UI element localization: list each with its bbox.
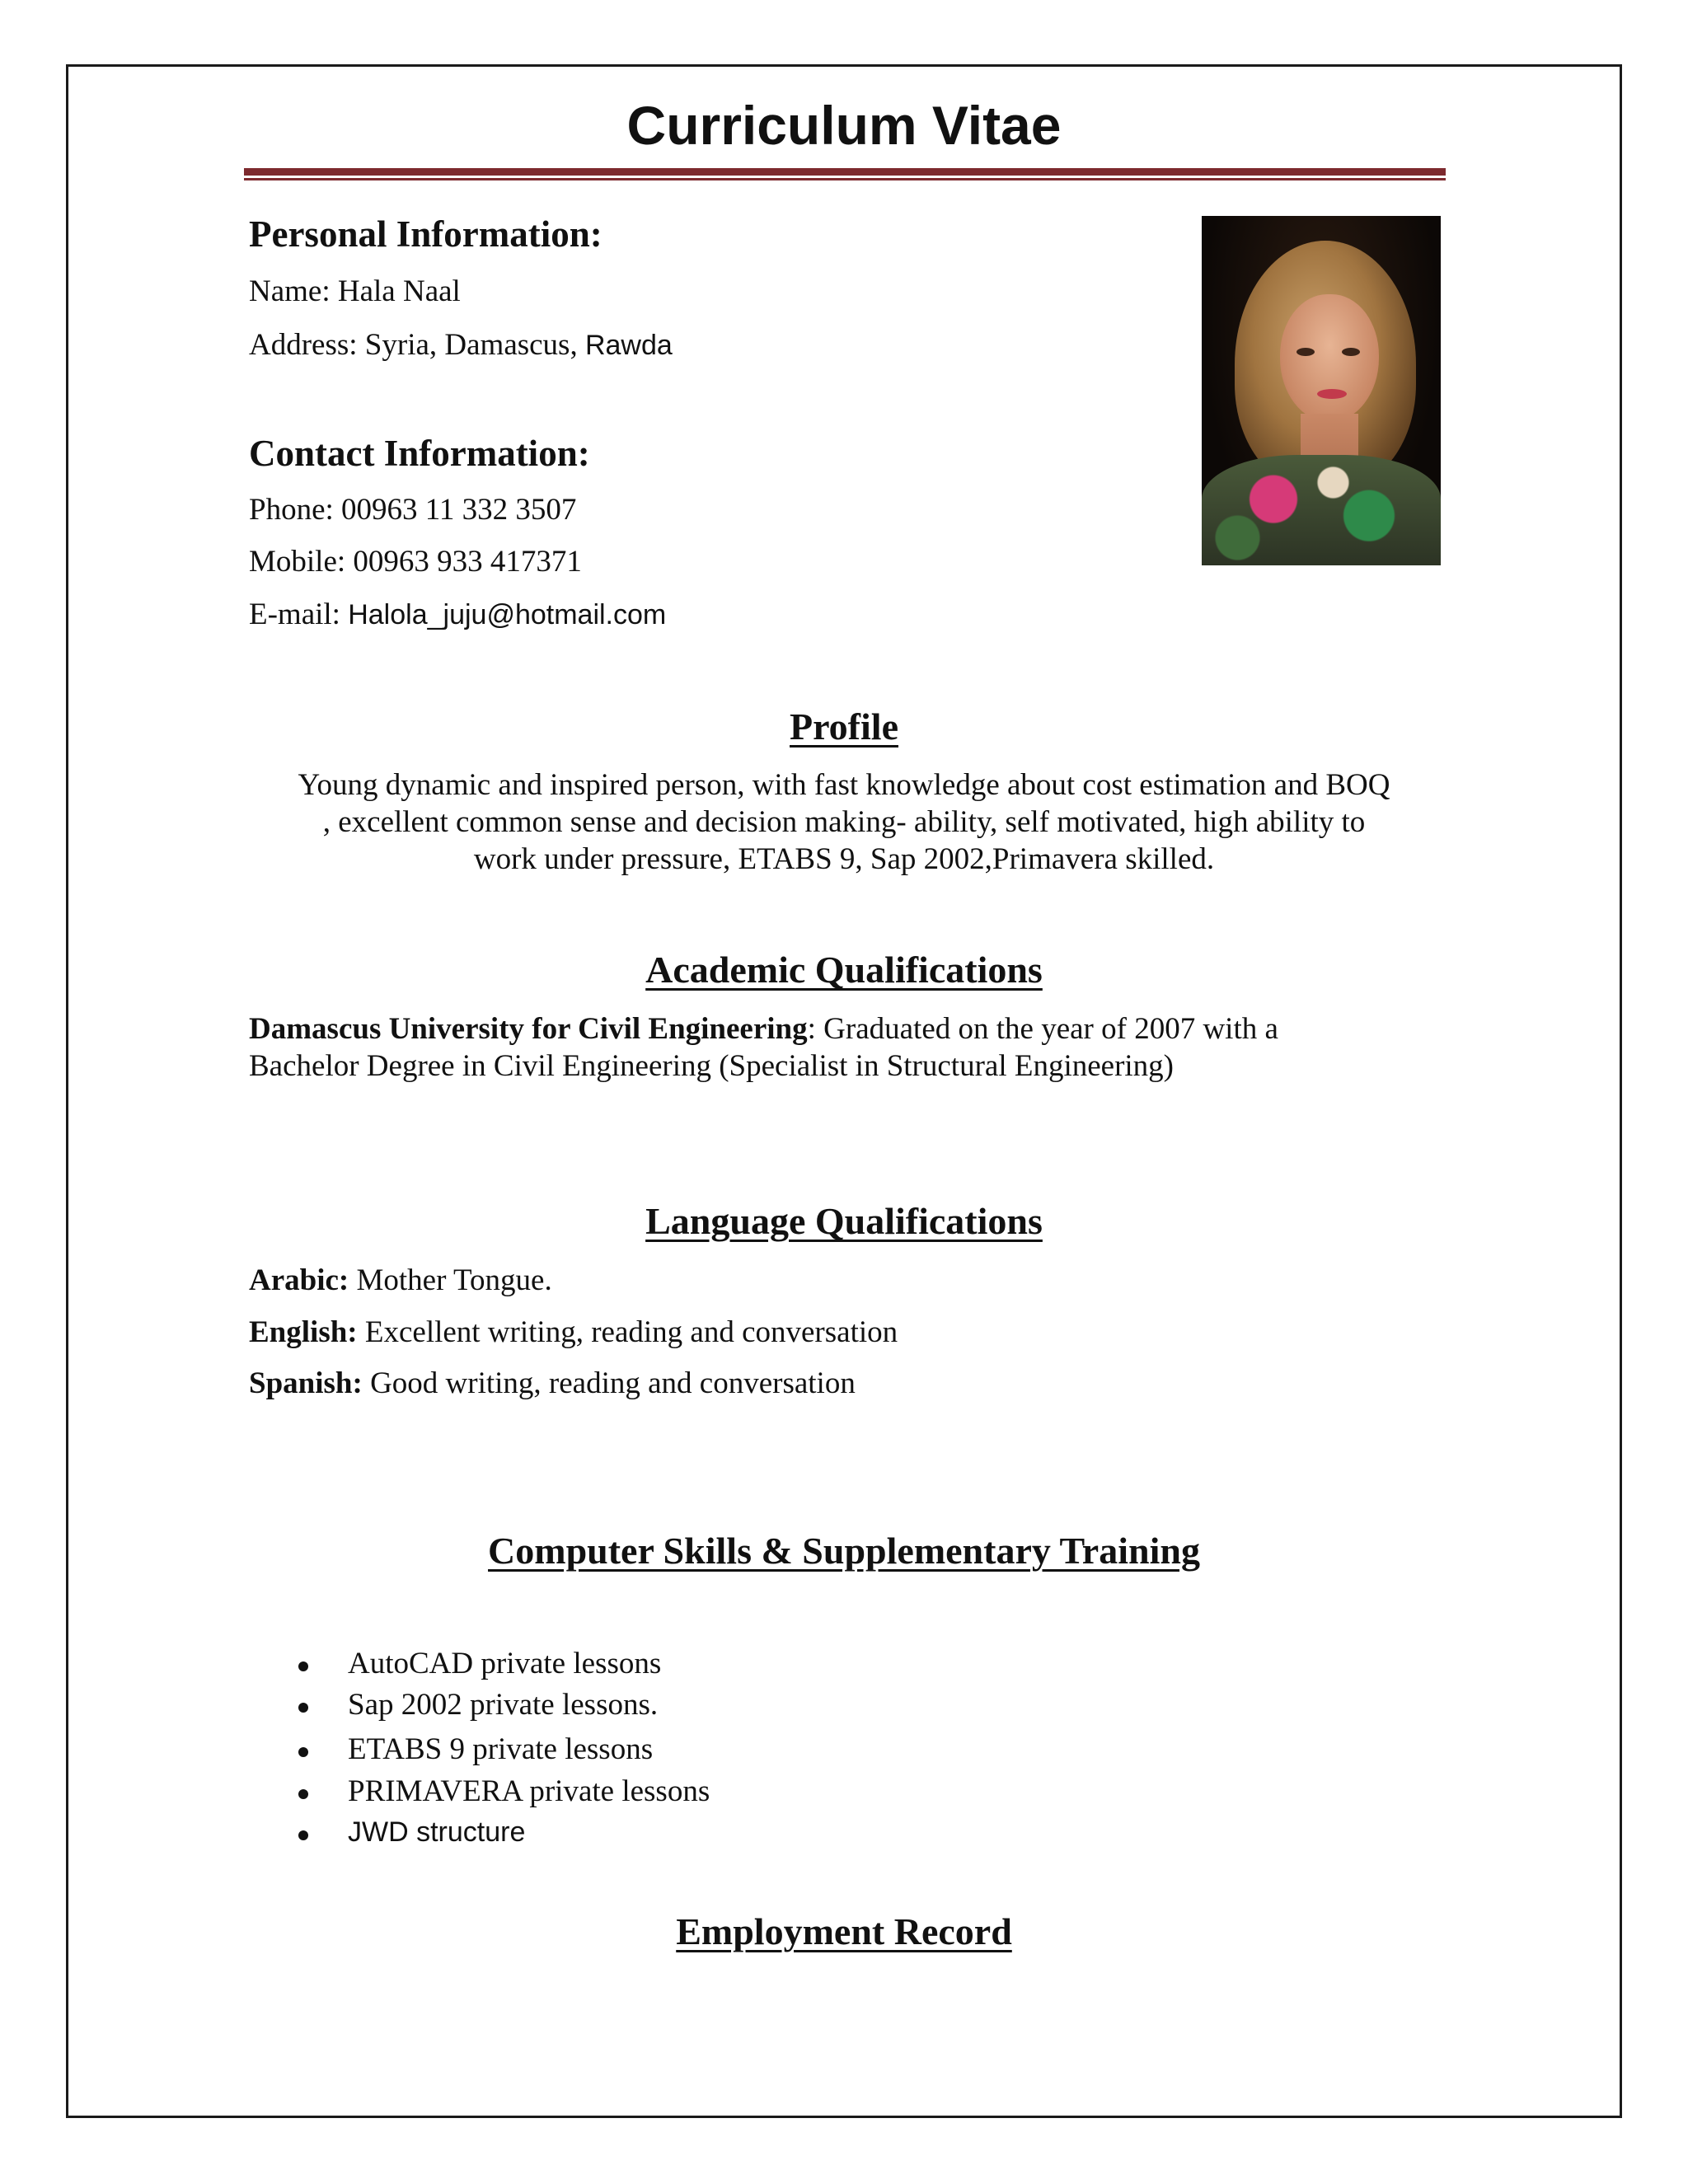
email-address: Halola_juju@hotmail.com [348, 599, 667, 630]
bullet-icon [298, 1661, 308, 1671]
language-text: Mother Tongue. [356, 1263, 552, 1297]
language-item-english [249, 1315, 898, 1350]
language-text: Good writing, reading and conversation [370, 1366, 856, 1400]
profile-heading: Profile [790, 705, 898, 748]
profile-text [247, 766, 1441, 878]
personal-info-heading: Personal Information: [249, 213, 603, 255]
skill-item: AutoCAD private lessons [348, 1647, 662, 1680]
bullet-icon [298, 1789, 308, 1799]
title-rule-thin [244, 178, 1446, 180]
skill-item: JWD structure [348, 1816, 526, 1848]
bullet-icon [298, 1830, 308, 1840]
address-line [249, 327, 673, 363]
language-label: Arabic: [249, 1263, 349, 1297]
bullet-icon [298, 1703, 308, 1713]
address-tail: Rawda [584, 330, 673, 361]
language-label: Spanish: [249, 1366, 363, 1400]
email-label: E-mail: [249, 598, 340, 631]
email-line [249, 597, 666, 632]
institution-name: Damascus University for Civil Engineering [249, 1012, 808, 1046]
photo-eye-left [1296, 348, 1315, 356]
academic-line-1 [249, 1010, 1444, 1047]
phone-line: Phone: 00963 11 332 3507 [249, 493, 577, 527]
profile-line: work under pressure, ETABS 9, Sap 2002,Primavera skilled. [473, 842, 1215, 876]
bullet-icon [298, 1747, 308, 1757]
language-item-arabic [249, 1263, 552, 1298]
photo-lips [1317, 389, 1347, 399]
contact-info-heading: Contact Information: [249, 433, 590, 474]
academic-text [249, 1010, 1444, 1085]
academic-heading: Academic Qualifications [645, 949, 1043, 991]
mobile-line: Mobile: 00963 933 417371 [249, 545, 582, 579]
employment-heading: Employment Record [676, 1910, 1012, 1952]
photo-eye-right [1342, 348, 1360, 356]
profile-line: Young dynamic and inspired person, with fast knowledge about cost estimation and BOQ [298, 768, 1390, 802]
academic-line-1-rest: : Graduated on the year of 2007 with a [807, 1012, 1278, 1046]
language-text: Excellent writing, reading and conversation [364, 1315, 898, 1349]
photo-shirt [1202, 455, 1441, 565]
document-title: Curriculum Vitae [626, 95, 1062, 156]
profile-photo [1202, 216, 1441, 565]
name-line: Name: Hala Naal [249, 274, 461, 308]
skill-item: ETABS 9 private lessons [348, 1732, 654, 1766]
profile-line: , excellent common sense and decision making- ability, self motivated, high ability to [322, 805, 1366, 839]
academic-line-2: Bachelor Degree in Civil Engineering (Specialist in Structural Engineering) [249, 1049, 1174, 1083]
language-item-spanish [249, 1366, 856, 1401]
title-rule-thick [244, 168, 1446, 176]
address-label: Address: Syria, Damascus, [249, 328, 578, 362]
language-heading: Language Qualifications [645, 1200, 1043, 1242]
skill-item: PRIMAVERA private lessons [348, 1774, 710, 1808]
computer-skills-heading: Computer Skills & Supplementary Training [488, 1530, 1200, 1572]
language-label: English: [249, 1315, 358, 1349]
skill-item: Sap 2002 private lessons. [348, 1688, 659, 1722]
photo-face [1280, 294, 1379, 422]
